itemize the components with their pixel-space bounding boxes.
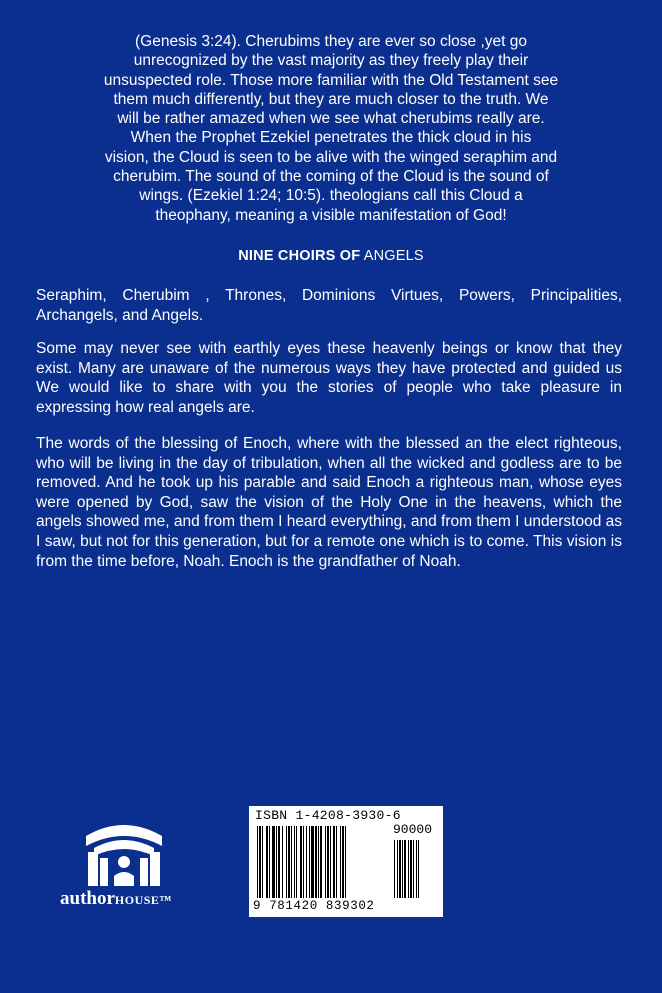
trademark-mark: ™ xyxy=(159,893,172,907)
angels-paragraph: Some may never see with earthly eyes these heavenly beings or know that they exist. Many are unaware of the numerous ways they have protected and guided us We would like to share with you the stories of people who take pleasure in expressing how real angels are. xyxy=(36,340,622,416)
intro-line: theophany, meaning a visible manifestation of God! xyxy=(155,206,507,224)
intro-line: will be rather amazed when we see what cherubims really are. xyxy=(117,110,545,128)
intro-line: unsuspected role. Those more familiar with the Old Testament see xyxy=(103,71,559,89)
enoch-paragraph: The words of the blessing of Enoch, where with the blessed an the elect righteous, who will be living in the day of tribulation, when all the wicked and godless are to be removed. And he took up his parable and said Enoch a righteous man, whose eyes were opened by God, saw the vision of the Holy One in the heavens, which the angels showed me, and from them I heard everything, and from them I understood as I saw, but not for this generation, but for a remote one which is to come. This vision is from the time before, Noah. Enoch is the grandfather of Noah. xyxy=(36,435,622,570)
ean-digits: 9 781420 839302 xyxy=(253,899,375,913)
intro-line: cherubim. The sound of the coming of the Cloud is the sound of xyxy=(113,168,549,186)
intro-line: wings. (Ezekiel 1:24; 10:5). theologians call this Cloud a xyxy=(139,187,523,205)
publisher-name-upper: HOUSE xyxy=(114,893,160,907)
heading-bold: NINE CHOIRS OF xyxy=(238,248,361,264)
intro-text xyxy=(96,32,566,225)
intro-line: unrecognized by the vast majority as they freely play their xyxy=(133,52,529,70)
price-code: 90000 xyxy=(393,822,433,837)
intro-line: (Genesis 3:24). Cherubims they are ever so close ,yet go xyxy=(135,33,527,50)
intro-line: them much differently, but they are much closer to the truth. We xyxy=(113,90,549,108)
section-heading xyxy=(0,248,662,264)
publisher-name-lower: author xyxy=(60,888,115,909)
barcode-panel xyxy=(249,806,443,917)
choirs-list-paragraph: Seraphim, Cherubim , Thrones, Dominions Virtues, Powers, Principalities, Archangels, and Angels. xyxy=(36,287,622,324)
heading-normal: ANGELS xyxy=(360,248,424,264)
intro-line: vision, the Cloud is seen to be alive with the winged seraphim and xyxy=(104,148,558,166)
intro-line: When the Prophet Ezekiel penetrates the thick cloud in his xyxy=(130,129,532,147)
isbn-text: ISBN 1-4208-3930-6 xyxy=(255,808,401,823)
publisher-logo-text xyxy=(60,888,172,910)
